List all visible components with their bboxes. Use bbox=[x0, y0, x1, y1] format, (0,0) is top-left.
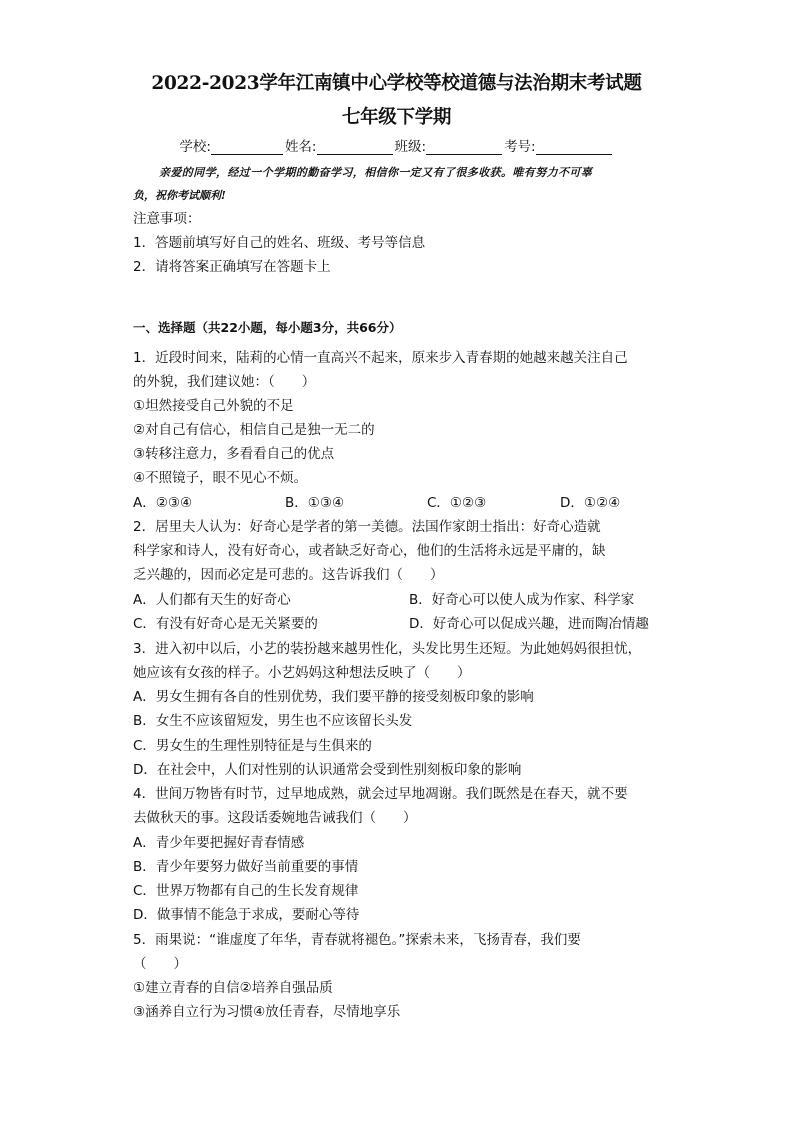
question-2-stem: 科学家和诗人，没有好奇心，或者缺乏好奇心，他们的生活将永远是平庸的，缺 bbox=[133, 543, 606, 559]
question-3-option-d: D．在社会中，人们对性别的认识通常会受到性别刻板印象的影响 bbox=[133, 762, 522, 778]
number-blank bbox=[536, 140, 612, 155]
question-4-option-d: D．做事情不能急于求成，要耐心等待 bbox=[133, 907, 360, 923]
question-3-stem: 她应该有女孩的样子。小艺妈妈这种想法反映了（ ） bbox=[133, 665, 471, 681]
question-1-statement: ①坦然接受自己外貌的不足 bbox=[133, 398, 294, 414]
exam-subtitle: 七年级下学期 bbox=[341, 107, 452, 128]
question-2-option-c: C．有没有好奇心是无关紧要的 bbox=[133, 616, 318, 632]
question-1-option-a: A．②③④ bbox=[133, 495, 193, 511]
question-5-statement: ③涵养自立行为习惯④放任青春，尽情地享乐 bbox=[133, 1004, 401, 1020]
question-3-option-a: A．男女生拥有各自的性别优势，我们要平静的接受刻板印象的影响 bbox=[133, 689, 534, 705]
question-1-option-c: C．①②③ bbox=[427, 495, 487, 511]
question-1-statement: ③转移注意力，多看看自己的优点 bbox=[133, 446, 335, 462]
question-2-option-a: A．人们都有天生的好奇心 bbox=[133, 592, 291, 608]
exam-title: 2022-2023学年江南镇中心学校等校道德与法治期末考试题 bbox=[151, 73, 642, 94]
question-3-option-c: C．男女生的生理性别特征是与生俱来的 bbox=[133, 738, 372, 754]
school-label: 学校: bbox=[179, 139, 211, 155]
question-1-option-d: D．①②④ bbox=[560, 495, 621, 511]
question-1-stem: 的外貌，我们建议她：（ ） bbox=[133, 374, 316, 390]
question-4-option-c: C．世界万物都有自己的生长发育规律 bbox=[133, 883, 359, 899]
question-4-option-a: A．青少年要把握好青春情感 bbox=[133, 835, 305, 851]
name-label: 姓名: bbox=[284, 139, 317, 155]
question-4-stem: 去做秋天的事。这段话委婉地告诫我们（ ） bbox=[133, 810, 417, 826]
question-1-statement: ④不照镜子，眼不见心不烦。 bbox=[133, 470, 308, 486]
question-1-option-b: B．①③④ bbox=[285, 495, 345, 511]
question-2-stem: 2．居里夫人认为：好奇心是学者的第一美德。法国作家朗士指出：好奇心造就 bbox=[133, 519, 601, 535]
notes-item: 2．请将答案正确填写在答题卡上 bbox=[133, 259, 331, 275]
question-2-stem: 乏兴趣的，因而必定是可悲的。这告诉我们（ ） bbox=[133, 567, 444, 583]
question-3-option-b: B．女生不应该留短发，男生也不应该留长头发 bbox=[133, 713, 413, 729]
notes-heading: 注意事项： bbox=[133, 211, 201, 227]
name-blank bbox=[317, 140, 393, 155]
section-heading: 一、选择题（共22小题，每小题3分，共66分） bbox=[133, 320, 402, 335]
greeting-line-1: 亲爱的同学，经过一个学期的勤奋学习，相信你一定又有了很多收获。唯有努力不可辜 bbox=[159, 166, 593, 179]
question-5-stem: 5．雨果说：“谁虚度了年华，青春就将褪色。”探索未来，飞扬青春，我们要 bbox=[133, 932, 581, 948]
question-4-option-b: B．青少年要努力做好当前重要的事情 bbox=[133, 859, 359, 875]
question-2-option-d: D．好奇心可以促成兴趣，进而陶冶情趣 bbox=[409, 616, 649, 632]
question-4-stem: 4．世间万物皆有时节，过早地成熟，就会过早地凋谢。我们既然是在春天，就不要 bbox=[133, 786, 628, 802]
question-5-stem: （ ） bbox=[133, 956, 187, 972]
question-2-option-b: B．好奇心可以使人成为作家、科学家 bbox=[409, 592, 635, 608]
student-info-line bbox=[0, 135, 793, 155]
question-1-stem: 1．近段时间来，陆莉的心情一直高兴不起来，原来步入青春期的她越来越关注自己 bbox=[133, 350, 628, 366]
class-blank bbox=[426, 140, 502, 155]
number-label: 考号: bbox=[504, 139, 536, 155]
question-5-statement: ①建立青春的自信②培养自强品质 bbox=[133, 980, 333, 996]
question-1-statement: ②对自己有信心，相信自己是独一无二的 bbox=[133, 422, 375, 438]
school-blank bbox=[211, 140, 283, 155]
class-label: 班级: bbox=[394, 139, 427, 155]
greeting-line-2: 负，祝你考试顺利! bbox=[133, 189, 226, 202]
notes-item: 1．答题前填写好自己的姓名、班级、考号等信息 bbox=[133, 235, 426, 251]
question-3-stem: 3．进入初中以后，小艺的装扮越来越男性化，头发比男生还短。为此她妈妈很担忧， bbox=[133, 641, 642, 657]
